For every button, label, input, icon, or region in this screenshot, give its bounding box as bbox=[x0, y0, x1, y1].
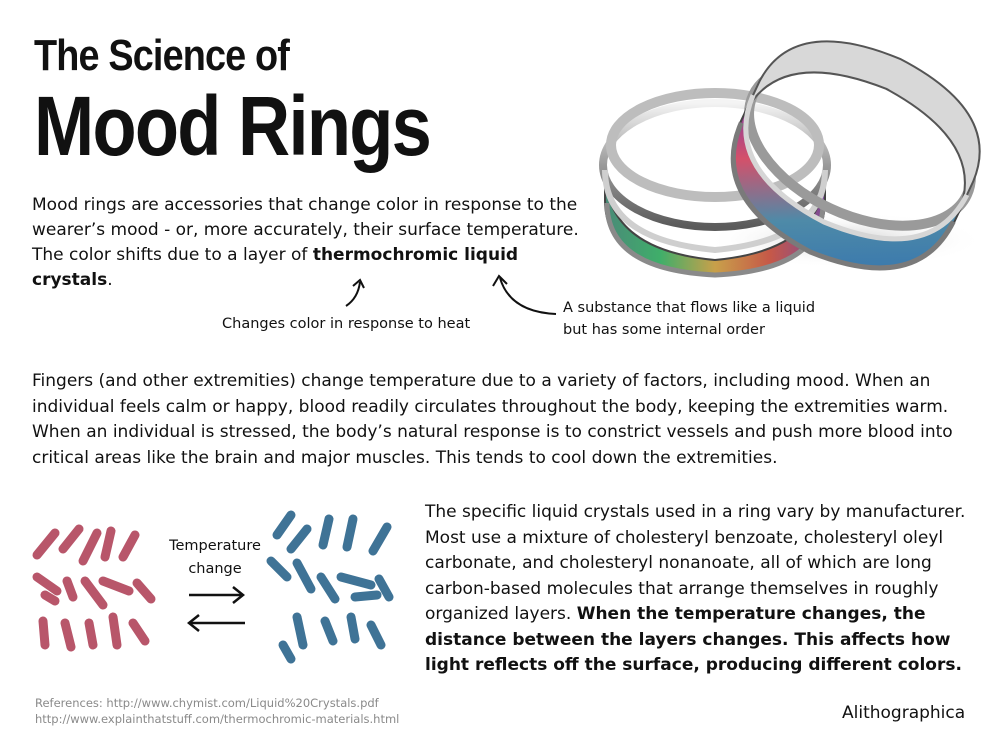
temperature-label-line-1: Temperature bbox=[169, 538, 261, 554]
annotation-heat: Changes color in response to heat bbox=[222, 316, 471, 332]
liquid-crystal-bold-text: When the temperature changes, the distance between the layers changes. This affects how light reflects off the surface, producing different colors. bbox=[425, 604, 962, 675]
liquid-crystal-diagram bbox=[25, 505, 395, 675]
title-line-2: Mood Rings bbox=[34, 79, 431, 173]
annotation-liquid-crystal bbox=[563, 297, 853, 341]
liquid-crystal-arrow bbox=[488, 272, 560, 322]
arrows bbox=[189, 587, 245, 631]
author-signature: Alithographica bbox=[842, 703, 966, 723]
intro-highlight: thermochromic liquid crystals bbox=[32, 245, 519, 290]
liquid-crystal-paragraph bbox=[425, 500, 975, 679]
mood-rings-illustration bbox=[595, 25, 985, 280]
warm-molecules bbox=[37, 529, 151, 647]
references bbox=[35, 695, 399, 727]
temperature-label-line-2: change bbox=[188, 561, 242, 577]
annotation-liquid-crystal-line-2: but has some internal order bbox=[563, 322, 765, 338]
intro-text: Mood rings are accessories that change color in response to the wearer’s mood - or, more accurately, their surface temperature. The color shifts due to a layer of bbox=[32, 195, 579, 265]
reference-line-2: http://www.explainthatstuff.com/thermochromic-materials.html bbox=[35, 712, 400, 726]
title-line-1: The Science of bbox=[34, 31, 290, 80]
annotation-liquid-crystal-line-1: A substance that flows like a liquid bbox=[563, 300, 816, 316]
intro-period: . bbox=[107, 270, 113, 290]
temperature-change-label bbox=[160, 535, 270, 581]
temperature-paragraph: Fingers (and other extremities) change temperature due to a variety of factors, including mood. When an individual feels calm or happy, blood readily circulates throughout the body, keeping the extremities warm. When an individual is stressed, the body’s natural response is to constrict vessels and push more blood into critical areas like the brain and major muscles. This tends to cool down the extremities. bbox=[32, 371, 953, 468]
reference-line-1: References: http://www.chymist.com/Liquid%20Crystals.pdf bbox=[35, 696, 379, 710]
heat-arrow bbox=[340, 276, 370, 310]
liquid-crystal-text: The specific liquid crystals used in a ring vary by manufacturer. Most use a mixture of cholesteryl benzoate, cholesteryl oleyl carbonate, and cholesteryl nonanoate, all of which are long carbon-based molecules that arrange themselves in roughly organized layers. bbox=[425, 502, 966, 624]
cool-molecules bbox=[271, 515, 389, 659]
